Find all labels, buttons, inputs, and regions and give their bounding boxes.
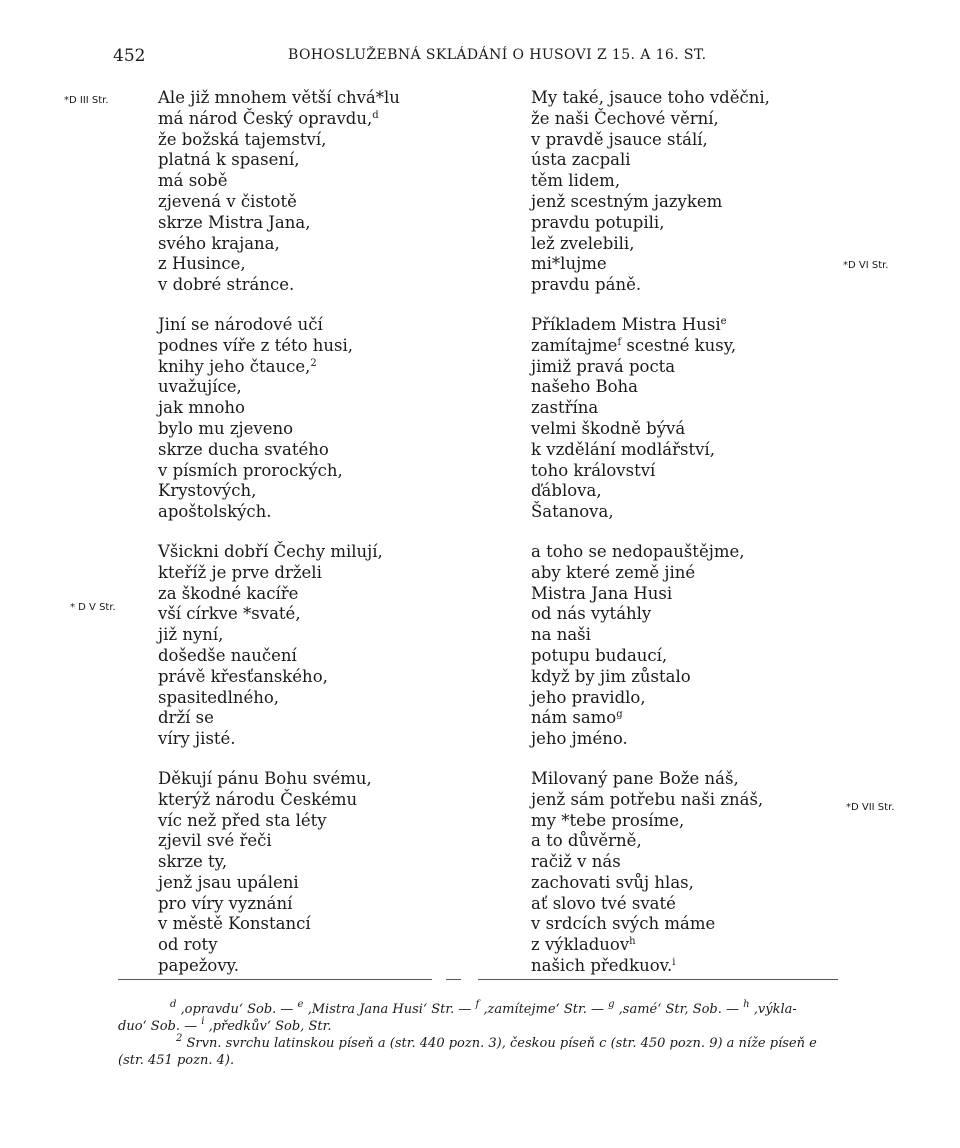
verse-line: Příkladem Mistra Husi$^e$ xyxy=(531,314,727,334)
margin-ref-d-v: * D V Str. xyxy=(70,602,116,613)
verse-line: jeho jméno. xyxy=(531,729,628,749)
margin-ref-d-vii: *D VII Str. xyxy=(846,802,895,813)
footnote-line: duo‘ Sob. — $^i$ ‚předkův‘ Sob, Str. xyxy=(118,1016,332,1034)
footnote-ref-2: 2 xyxy=(310,357,317,369)
verse-line: k vzdělání modlářství, xyxy=(531,439,715,459)
verse-line: víry jisté. xyxy=(158,729,236,749)
verse-line: ďáblova, xyxy=(531,481,602,501)
stanza xyxy=(531,315,821,523)
verse-line: pravdu páně. xyxy=(531,275,642,295)
verse-line: zjevená v čistotě xyxy=(158,191,297,211)
stanza xyxy=(531,769,821,977)
verse-line: Všickni dobří Čechy milují, xyxy=(158,541,383,561)
verse-line: že naši Čechové věrní, xyxy=(531,108,719,128)
verse-line: našeho Boha xyxy=(531,377,639,397)
verse-line: aby které země jiné xyxy=(531,562,696,582)
running-title: BOHOSLUŽEBNÁ SKLÁDÁNÍ O HUSOVI Z 15. A 16. ST. xyxy=(288,47,707,63)
verse-line: skrze ty, xyxy=(158,852,228,872)
stanza xyxy=(158,315,488,523)
verse-line: právě křesťanského, xyxy=(158,666,328,686)
verse-line: my *tebe prosíme, xyxy=(531,810,685,830)
verse-line: uvažujíce, xyxy=(158,377,242,397)
left-column xyxy=(158,88,488,996)
stanza xyxy=(158,88,488,296)
verse-line: došedše naučení xyxy=(158,645,297,665)
verse-line: jimiž pravá pocta xyxy=(531,356,676,376)
footnote-divider xyxy=(446,979,461,980)
margin-ref-d-iii: *D III Str. xyxy=(64,95,109,106)
verse-line: drží se xyxy=(158,708,214,728)
verse-line: a toho se nedopauštějme, xyxy=(531,541,745,561)
verse-line: podnes víře z této husi, xyxy=(158,335,354,355)
verse-line: má sobě xyxy=(158,171,228,191)
verse-line: skrze ducha svatého xyxy=(158,439,329,459)
verse-line: ať slovo tvé svaté xyxy=(531,893,676,913)
verse-line: apoštolských. xyxy=(158,502,272,522)
verse-line: a to důvěrně, xyxy=(531,831,642,851)
verse-line: od nás vytáhly xyxy=(531,604,652,624)
verse-line: zamítajme$^f$ scestné kusy, xyxy=(531,335,737,355)
page-number: 452 xyxy=(113,46,146,66)
verse-line: toho království xyxy=(531,460,656,480)
verse-line: Děkují pánu Bohu svému, xyxy=(158,768,372,788)
footnote-line: $^d$ ‚opravdu‘ Sob. — $^e$ ‚Mistra Jana Husi‘ Str. — $^f$ ‚zamítejme‘ Str. — $^g$ ‚samé‘ Str, Sob. — $^h$ ‚výkla- xyxy=(170,999,797,1017)
verse-line: v dobré stránce. xyxy=(158,275,295,295)
verse-line: platná k spasení, xyxy=(158,150,300,170)
stanza xyxy=(531,88,821,296)
verse-line: jenž jsau upáleni xyxy=(158,872,299,892)
stanza xyxy=(158,769,488,977)
verse-line: víc než před sta léty xyxy=(158,810,327,830)
verse-line: kteříž je prve drželi xyxy=(158,562,322,582)
running-header xyxy=(0,46,960,70)
footnote-line: $^2$ Srvn. svrchu latinskou píseň a (str. 440 pozn. 3), českou píseň c (str. 450 pozn. 9) a níže píseň e xyxy=(176,1033,817,1051)
stanza xyxy=(531,542,821,750)
verse-line: Mistra Jana Husi xyxy=(531,583,673,603)
verse-line: zjevil své řeči xyxy=(158,831,272,851)
footnote-ref-f: f xyxy=(617,336,622,348)
verse-line: papežovy. xyxy=(158,956,240,976)
verse-line: mi*lujme xyxy=(531,254,607,274)
footnote-ref-h: h xyxy=(629,936,636,948)
footnote-ref-d: d xyxy=(372,109,379,121)
stanza xyxy=(158,542,488,750)
verse-line: jak mnoho xyxy=(158,398,245,418)
verse-line: vší církve *svaté, xyxy=(158,604,301,624)
verse-line: spasitedlného, xyxy=(158,687,280,707)
verse-line: knihy jeho čtauce,$^2$ xyxy=(158,356,317,376)
footnote-ref-g: g xyxy=(616,709,623,721)
verse-line: jenž sám potřebu naši znáš, xyxy=(531,789,764,809)
verse-line: v pravdě jsauce stálí, xyxy=(531,129,708,149)
verse-line: Šatanova, xyxy=(531,502,614,522)
verse-line: velmi škodně bývá xyxy=(531,418,686,438)
verse-line: z Husince, xyxy=(158,254,246,274)
verse-line: těm lidem, xyxy=(531,171,621,191)
verse-line: pro víry vyznání xyxy=(158,893,293,913)
verse-line: kterýž národu Českému xyxy=(158,789,358,809)
verse-line: v písmích prorockých, xyxy=(158,460,343,480)
verse-line: bylo mu zjeveno xyxy=(158,418,294,438)
verse-line: jenž scestným jazykem xyxy=(531,191,723,211)
verse-line: má národ Český opravdu,$^d$ xyxy=(158,108,379,128)
margin-ref-d-vi: *D VI Str. xyxy=(843,260,889,271)
verse-line: našich předkuov.$^i$ xyxy=(531,956,676,976)
verse-line: již nyní, xyxy=(158,625,224,645)
verse-line: potupu budaucí, xyxy=(531,645,668,665)
footnote-divider xyxy=(118,979,432,980)
verse-line: Krystových, xyxy=(158,481,257,501)
verse-line: za škodné kacíře xyxy=(158,583,299,603)
verse-line: Ale již mnohem větší chvá*lu xyxy=(158,88,400,107)
verse-line: zachovati svůj hlas, xyxy=(531,872,694,892)
verse-line: ústa zacpali xyxy=(531,150,631,170)
verse-line: v srdcích svých máme xyxy=(531,914,716,934)
verse-line: My také, jsauce toho vděčni, xyxy=(531,88,770,107)
verse-line: Milovaný pane Bože náš, xyxy=(531,768,739,788)
verse-line: na naši xyxy=(531,625,591,645)
verse-line: v městě Konstancí xyxy=(158,914,311,934)
verse-line: svého krajana, xyxy=(158,233,280,253)
verse-line: račiž v nás xyxy=(531,852,621,872)
verse-line: z výkladuov$^h$ xyxy=(531,935,636,955)
footnote-line: (str. 451 pozn. 4). xyxy=(118,1053,235,1068)
footnotes xyxy=(118,1001,843,1069)
verse-line: lež zvelebili, xyxy=(531,233,635,253)
verse-line: od roty xyxy=(158,935,218,955)
right-column xyxy=(531,88,821,996)
verse-line: Jiní se národové učí xyxy=(158,314,323,334)
verse-line: jeho pravidlo, xyxy=(531,687,646,707)
verse-line: pravdu potupili, xyxy=(531,212,665,232)
footnote-ref-e: e xyxy=(720,315,727,327)
verse-line: zastřína xyxy=(531,398,599,418)
footnote-ref-i: i xyxy=(672,957,676,969)
verse-line: nám samo$^g$ xyxy=(531,708,623,728)
verse-line: když by jim zůstalo xyxy=(531,666,691,686)
verse-line: že božská tajemství, xyxy=(158,129,327,149)
verse-line: skrze Mistra Jana, xyxy=(158,212,311,232)
footnote-divider xyxy=(478,979,838,980)
